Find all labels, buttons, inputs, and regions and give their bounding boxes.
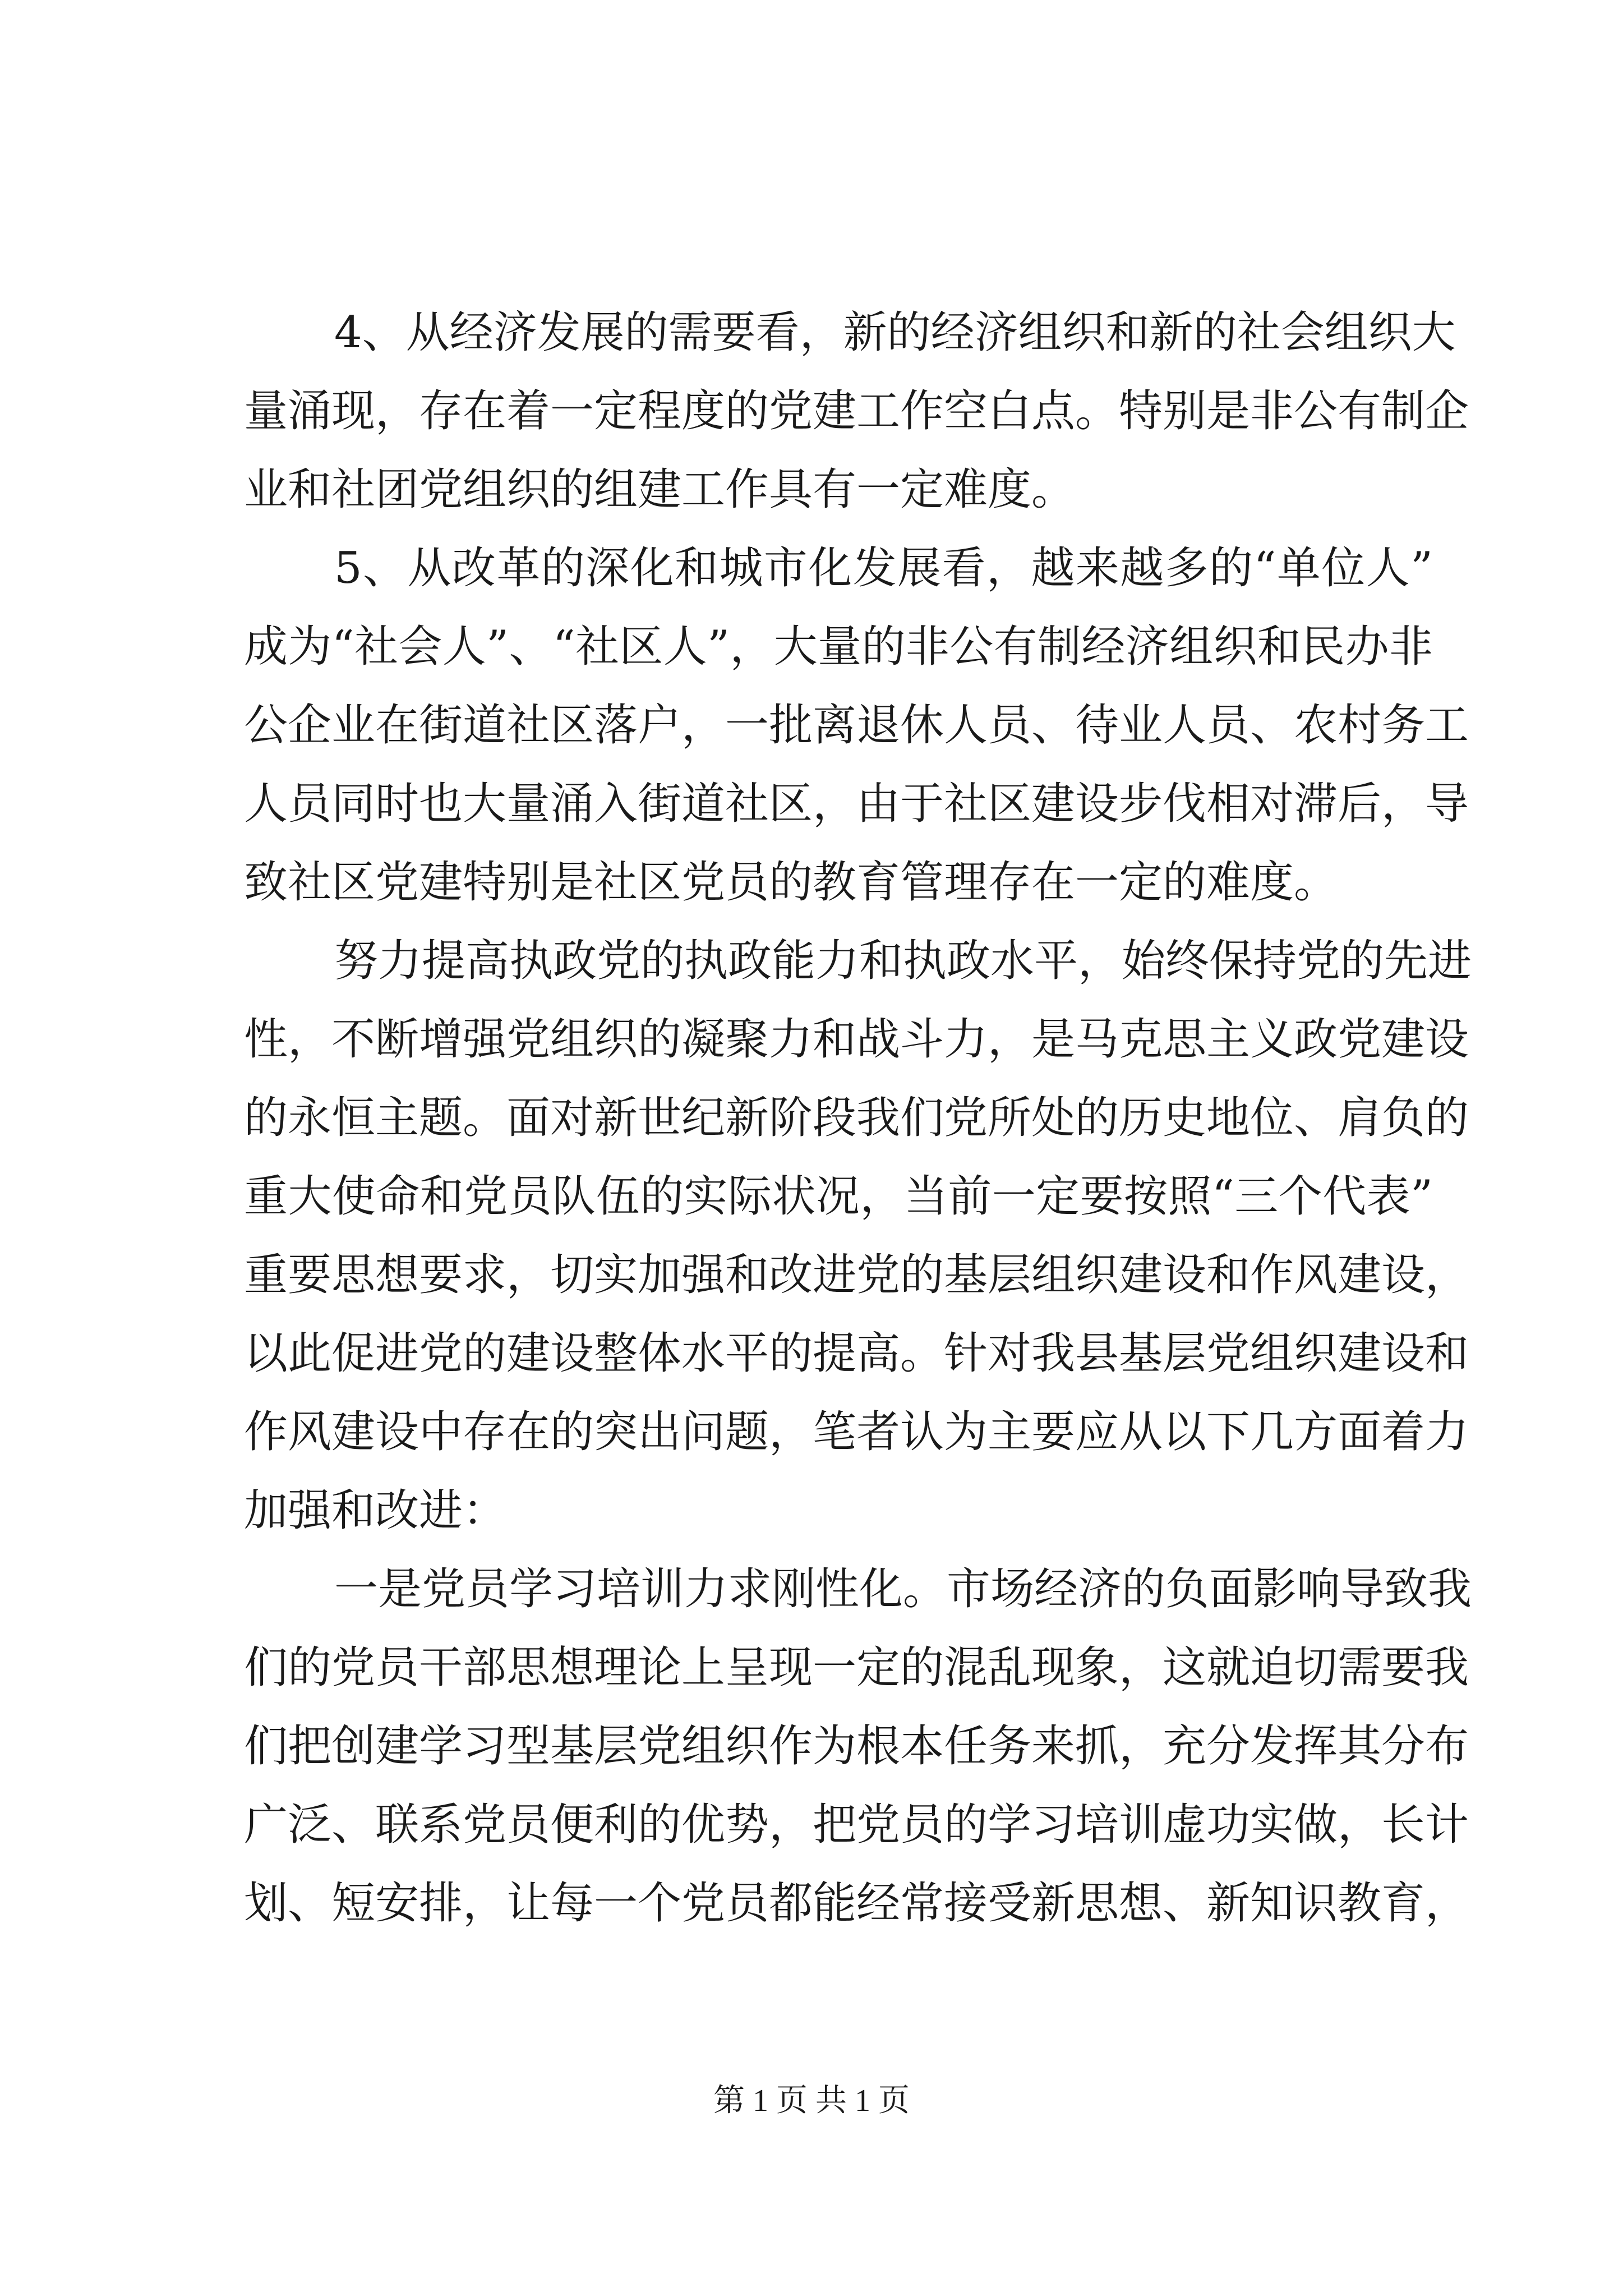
paragraph-7-line-3: 们把创建学习型基层党组织作为根本任务来抓，充分发挥其分布	[244, 1721, 1469, 1772]
paragraph-4-line-1: 4、从经济发展的需要看，新的经济组织和新的社会组织大	[334, 307, 1456, 358]
paragraph-6-line-6: 以此促进党的建设整体水平的提高。针对我县基层党组织建设和	[244, 1328, 1469, 1379]
paragraph-6-line-1: 努力提高执政党的执政能力和执政水平，始终保持党的先进	[334, 936, 1472, 986]
paragraph-4-line-3: 业和社团党组织的组建工作具有一定难度。	[244, 464, 1076, 515]
paragraph-6-line-2: 性，不断增强党组织的凝聚力和战斗力，是马克思主义政党建设	[244, 1014, 1469, 1065]
paragraph-5-line-2: 成为“社会人”、“社区人”，大量的非公有制经济组织和民办非	[244, 622, 1433, 672]
paragraph-5-line-5: 致社区党建特别是社区党员的教育管理存在一定的难度。	[244, 857, 1338, 908]
paragraph-6-line-3: 的永恒主题。面对新世纪新阶段我们党所处的历史地位、肩负的	[244, 1093, 1469, 1143]
paragraph-6-line-4: 重大使命和党员队伍的实际状况，当前一定要按照“三个代表”	[244, 1171, 1433, 1222]
page-footer: 第 1 页 共 1 页	[713, 2083, 910, 2118]
paragraph-7-line-1: 一是党员学习培训力求刚性化。市场经济的负面影响导致我	[334, 1564, 1472, 1614]
paragraph-6-line-5: 重要思想要求，切实加强和改进党的基层组织建设和作风建设，	[244, 1250, 1469, 1300]
paragraph-6-line-7: 作风建设中存在的突出问题，笔者认为主要应从以下几方面着力	[244, 1407, 1469, 1457]
paragraph-5-line-4: 人员同时也大量涌入街道社区，由于社区建设步伐相对滞后，导	[244, 779, 1469, 829]
paragraph-7-line-4: 广泛、联系党员便利的优势，把党员的学习培训虚功实做，长计	[244, 1800, 1469, 1850]
paragraph-5-line-3: 公企业在街道社区落户，一批离退休人员、待业人员、农村务工	[244, 700, 1469, 751]
paragraph-4-line-2: 量涌现，存在着一定程度的党建工作空白点。特别是非公有制企	[244, 386, 1469, 436]
paragraph-6-line-8: 加强和改进：	[244, 1485, 507, 1536]
paragraph-5-line-1: 5、从改革的深化和城市化发展看，越来越多的“单位人”	[334, 543, 1433, 593]
paragraph-7-line-2: 们的党员干部思想理论上呈现一定的混乱现象，这就迫切需要我	[244, 1642, 1469, 1693]
paragraph-7-line-5: 划、短安排，让每一个党员都能经常接受新思想、新知识教育，	[244, 1878, 1469, 1929]
